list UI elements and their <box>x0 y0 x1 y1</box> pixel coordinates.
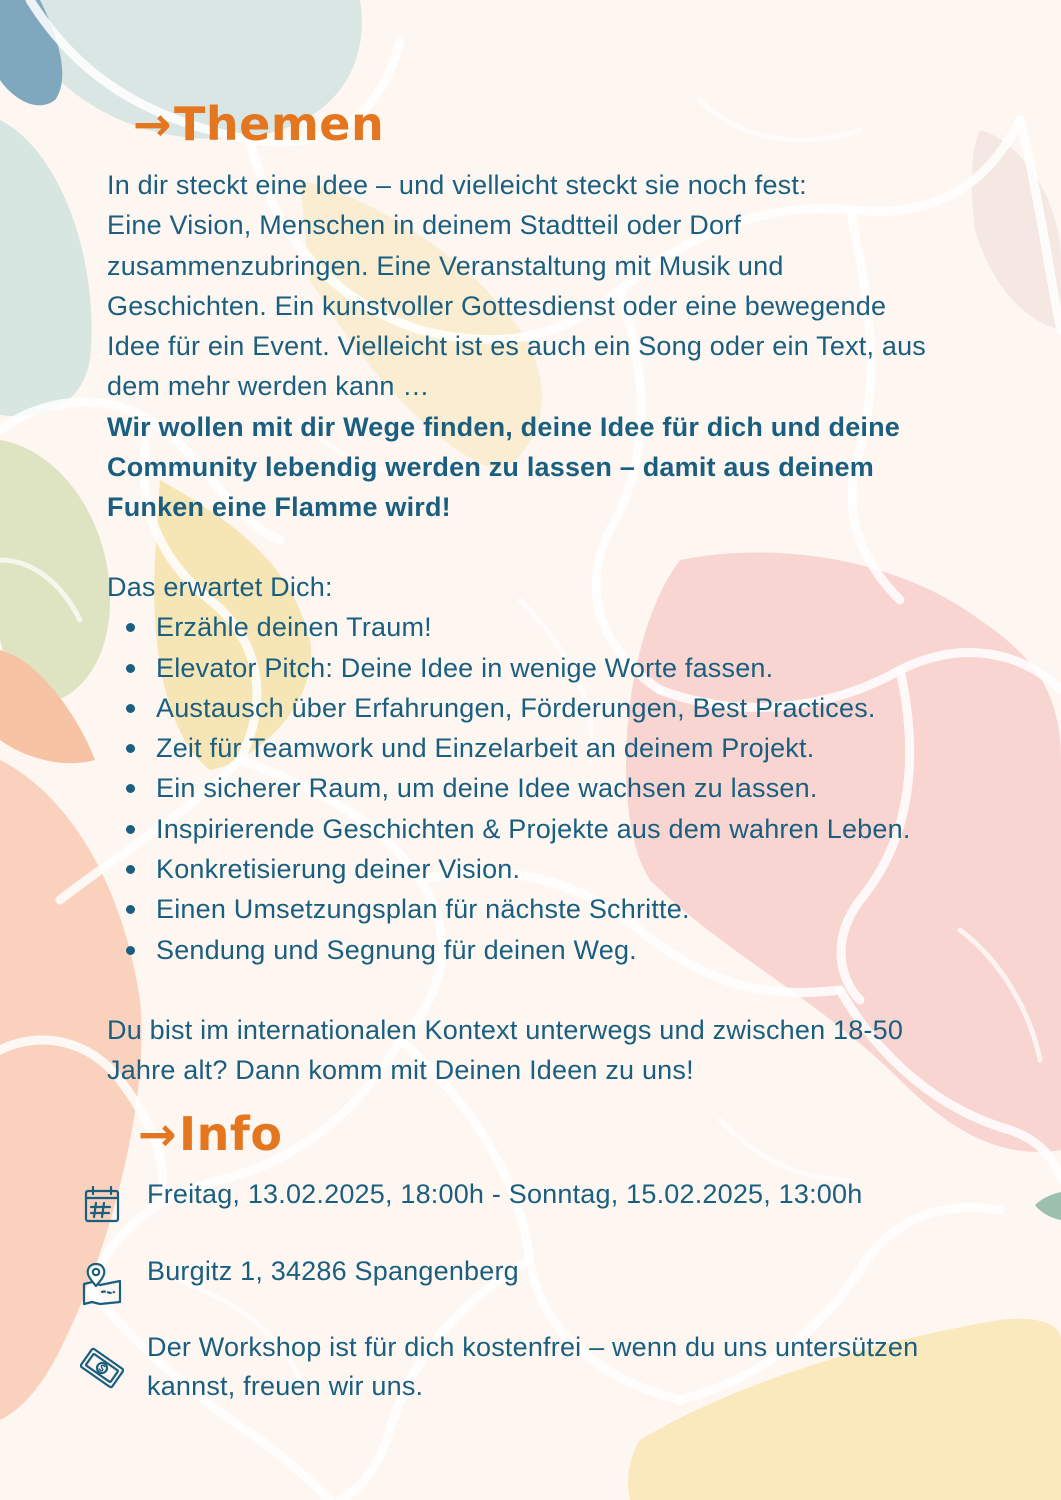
list-item: Sendung und Segnung für deinen Weg. <box>107 930 1037 970</box>
expectations-label: Das erwartet Dich: <box>107 572 333 602</box>
themen-heading <box>133 96 384 152</box>
list-item: Einen Umsetzungsplan für nächste Schritte. <box>107 889 1037 929</box>
list-item: Zeit für Teamwork und Einzelarbeit an deinem Projekt. <box>107 728 1037 768</box>
calendar-icon <box>80 1183 124 1227</box>
intro-line: Idee für ein Event. Vielleicht ist es auch ein Song oder ein Text, aus <box>107 331 927 362</box>
cost-line: Der Workshop ist für dich kostenfrei – wenn du uns untersützen <box>147 1332 919 1362</box>
list-item: Austausch über Erfahrungen, Förderungen, Best Practices. <box>107 688 1037 728</box>
list-item: Elevator Pitch: Deine Idee in wenige Worte fassen. <box>107 648 1037 688</box>
list-item: Inspirierende Geschichten & Projekte aus dem wahren Leben. <box>107 809 1037 849</box>
map-pin-icon <box>80 1262 124 1306</box>
list-item: Konkretisierung deiner Vision. <box>107 849 1037 889</box>
arrow-right-icon: → <box>133 97 173 151</box>
event-address: Burgitz 1, 34286 Spangenberg <box>147 1256 519 1286</box>
cost-line: kannst, freuen wir uns. <box>147 1371 424 1401</box>
highlight-line: Wir wollen mit dir Wege finden, deine Idee für dich und deine <box>107 411 901 442</box>
cost-note <box>147 1328 1027 1406</box>
outro-section <box>107 1010 1037 1091</box>
intro-line: In dir steckt eine Idee – und vielleicht steckt sie noch fest: <box>107 170 807 200</box>
intro-line: dem mehr werden kann … <box>107 371 430 402</box>
outro-line: Du bist im internationalen Kontext unterwegs und zwischen 18-50 <box>107 1015 904 1045</box>
intro-section <box>107 165 1037 528</box>
info-title: Info <box>179 1107 283 1161</box>
list-item: Erzähle deinen Traum! <box>107 607 1037 647</box>
highlight-line: Community lebendig werden zu lassen – damit aus deinem <box>107 452 874 483</box>
arrow-right-icon: → <box>138 1107 178 1161</box>
expectations-list <box>107 607 1037 970</box>
intro-line: Geschichten. Ein kunstvoller Gottesdienst oder eine bewegende <box>107 290 887 321</box>
money-bill-icon <box>80 1346 124 1390</box>
highlight-line: Funken eine Flamme wird! <box>107 492 451 523</box>
info-heading <box>138 1106 283 1162</box>
intro-line: Eine Vision, Menschen in deinem Stadtteil oder Dorf <box>107 210 742 241</box>
themen-title: Themen <box>174 97 385 151</box>
outro-line: Jahre alt? Dann komm mit Deinen Ideen zu uns! <box>107 1055 694 1086</box>
event-date: Freitag, 13.02.2025, 18:00h - Sonntag, 15.02.2025, 13:00h <box>147 1179 863 1209</box>
list-item: Ein sicherer Raum, um deine Idee wachsen zu lassen. <box>107 768 1037 808</box>
intro-line: zusammenzubringen. Eine Veranstaltung mit Musik und <box>107 250 784 281</box>
expectations-section <box>107 567 1037 970</box>
